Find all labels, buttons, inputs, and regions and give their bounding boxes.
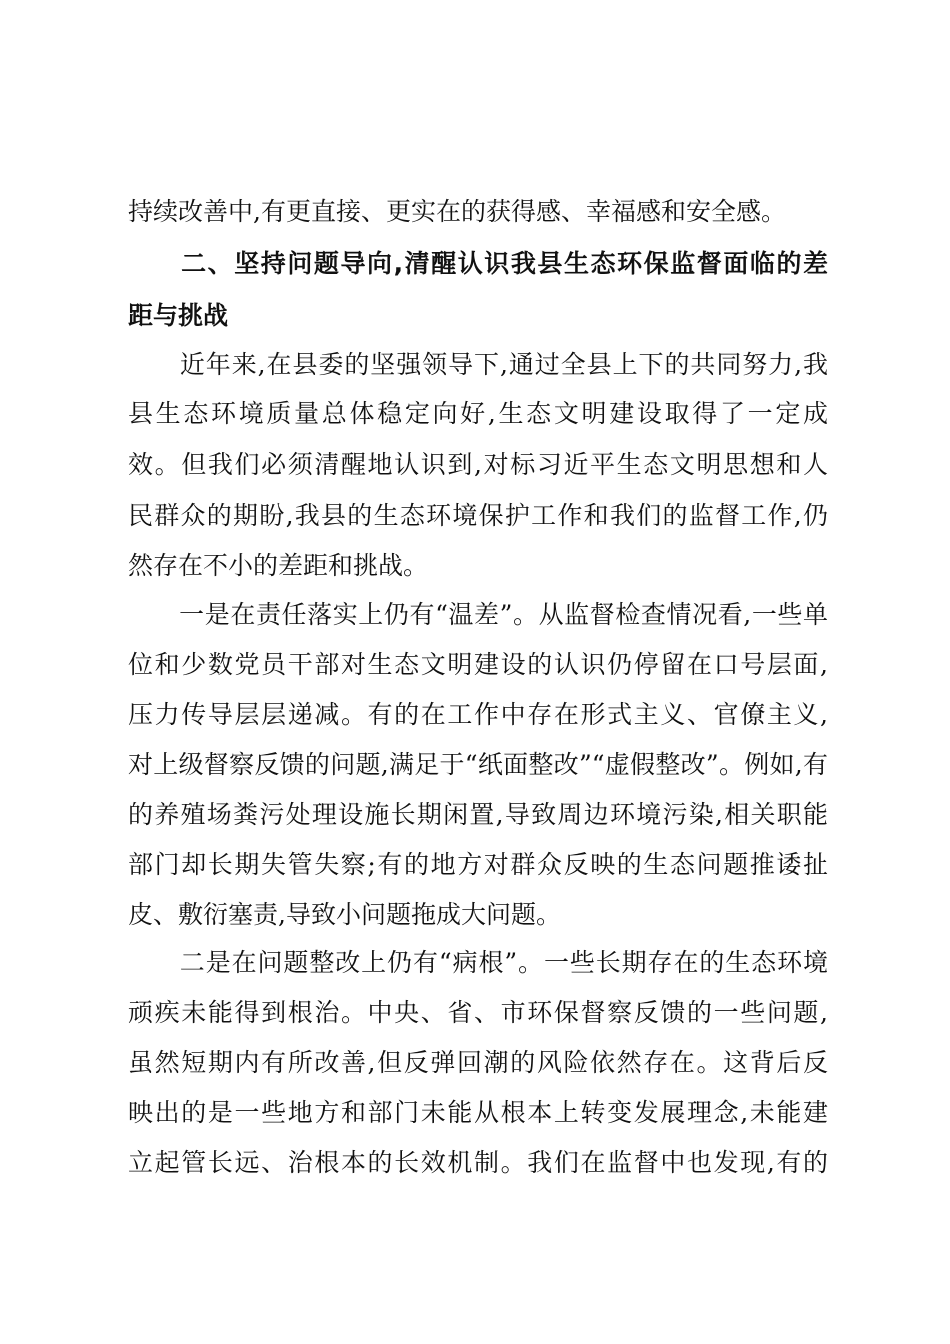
text-line: 县生态环境质量总体稳定向好,生态文明建设取得了一定成 (128, 399, 828, 428)
text-line: 一是在责任落实上仍有“温差”。从监督检查情况看,一些单 (128, 600, 828, 629)
text-line: 的养殖场粪污处理设施长期闲置,导致周边环境污染,相关职能 (128, 800, 828, 829)
text-line: 然存在不小的差距和挑战。 (128, 551, 429, 580)
text-line: 立起管长远、治根本的长效机制。我们在监督中也发现,有的 (128, 1148, 828, 1177)
text-line: 二是在问题整改上仍有“病根”。一些长期存在的生态环境 (128, 948, 828, 977)
text-line: 对上级督察反馈的问题,满足于“纸面整改”“虚假整改”。例如,有 (128, 750, 828, 779)
text-line: 部门却长期失管失察;有的地方对群众反映的生态问题推诿扯 (128, 850, 828, 879)
text-line: 映出的是一些地方和部门未能从根本上转变发展理念,未能建 (128, 1098, 828, 1127)
text-line: 顽疾未能得到根治。中央、省、市环保督察反馈的一些问题, (128, 998, 828, 1027)
text-line: 虽然短期内有所改善,但反弹回潮的风险依然存在。这背后反 (128, 1048, 828, 1077)
section-heading-line: 距与挑战 (128, 301, 229, 330)
text-line: 民群众的期盼,我县的生态环境保护工作和我们的监督工作,仍 (128, 501, 828, 530)
text-line: 持续改善中,有更直接、更实在的获得感、幸福感和安全感。 (128, 197, 786, 226)
text-line: 皮、敷衍塞责,导致小问题拖成大问题。 (128, 900, 561, 929)
text-line: 近年来,在县委的坚强领导下,通过全县上下的共同努力,我 (128, 350, 828, 379)
section-heading-line: 二、坚持问题导向,清醒认识我县生态环保监督面临的差 (128, 249, 828, 278)
text-line: 压力传导层层递减。有的在工作中存在形式主义、官僚主义, (128, 700, 828, 729)
text-line: 效。但我们必须清醒地认识到,对标习近平生态文明思想和人 (128, 450, 828, 479)
text-line: 位和少数党员干部对生态文明建设的认识仍停留在口号层面, (128, 650, 828, 679)
